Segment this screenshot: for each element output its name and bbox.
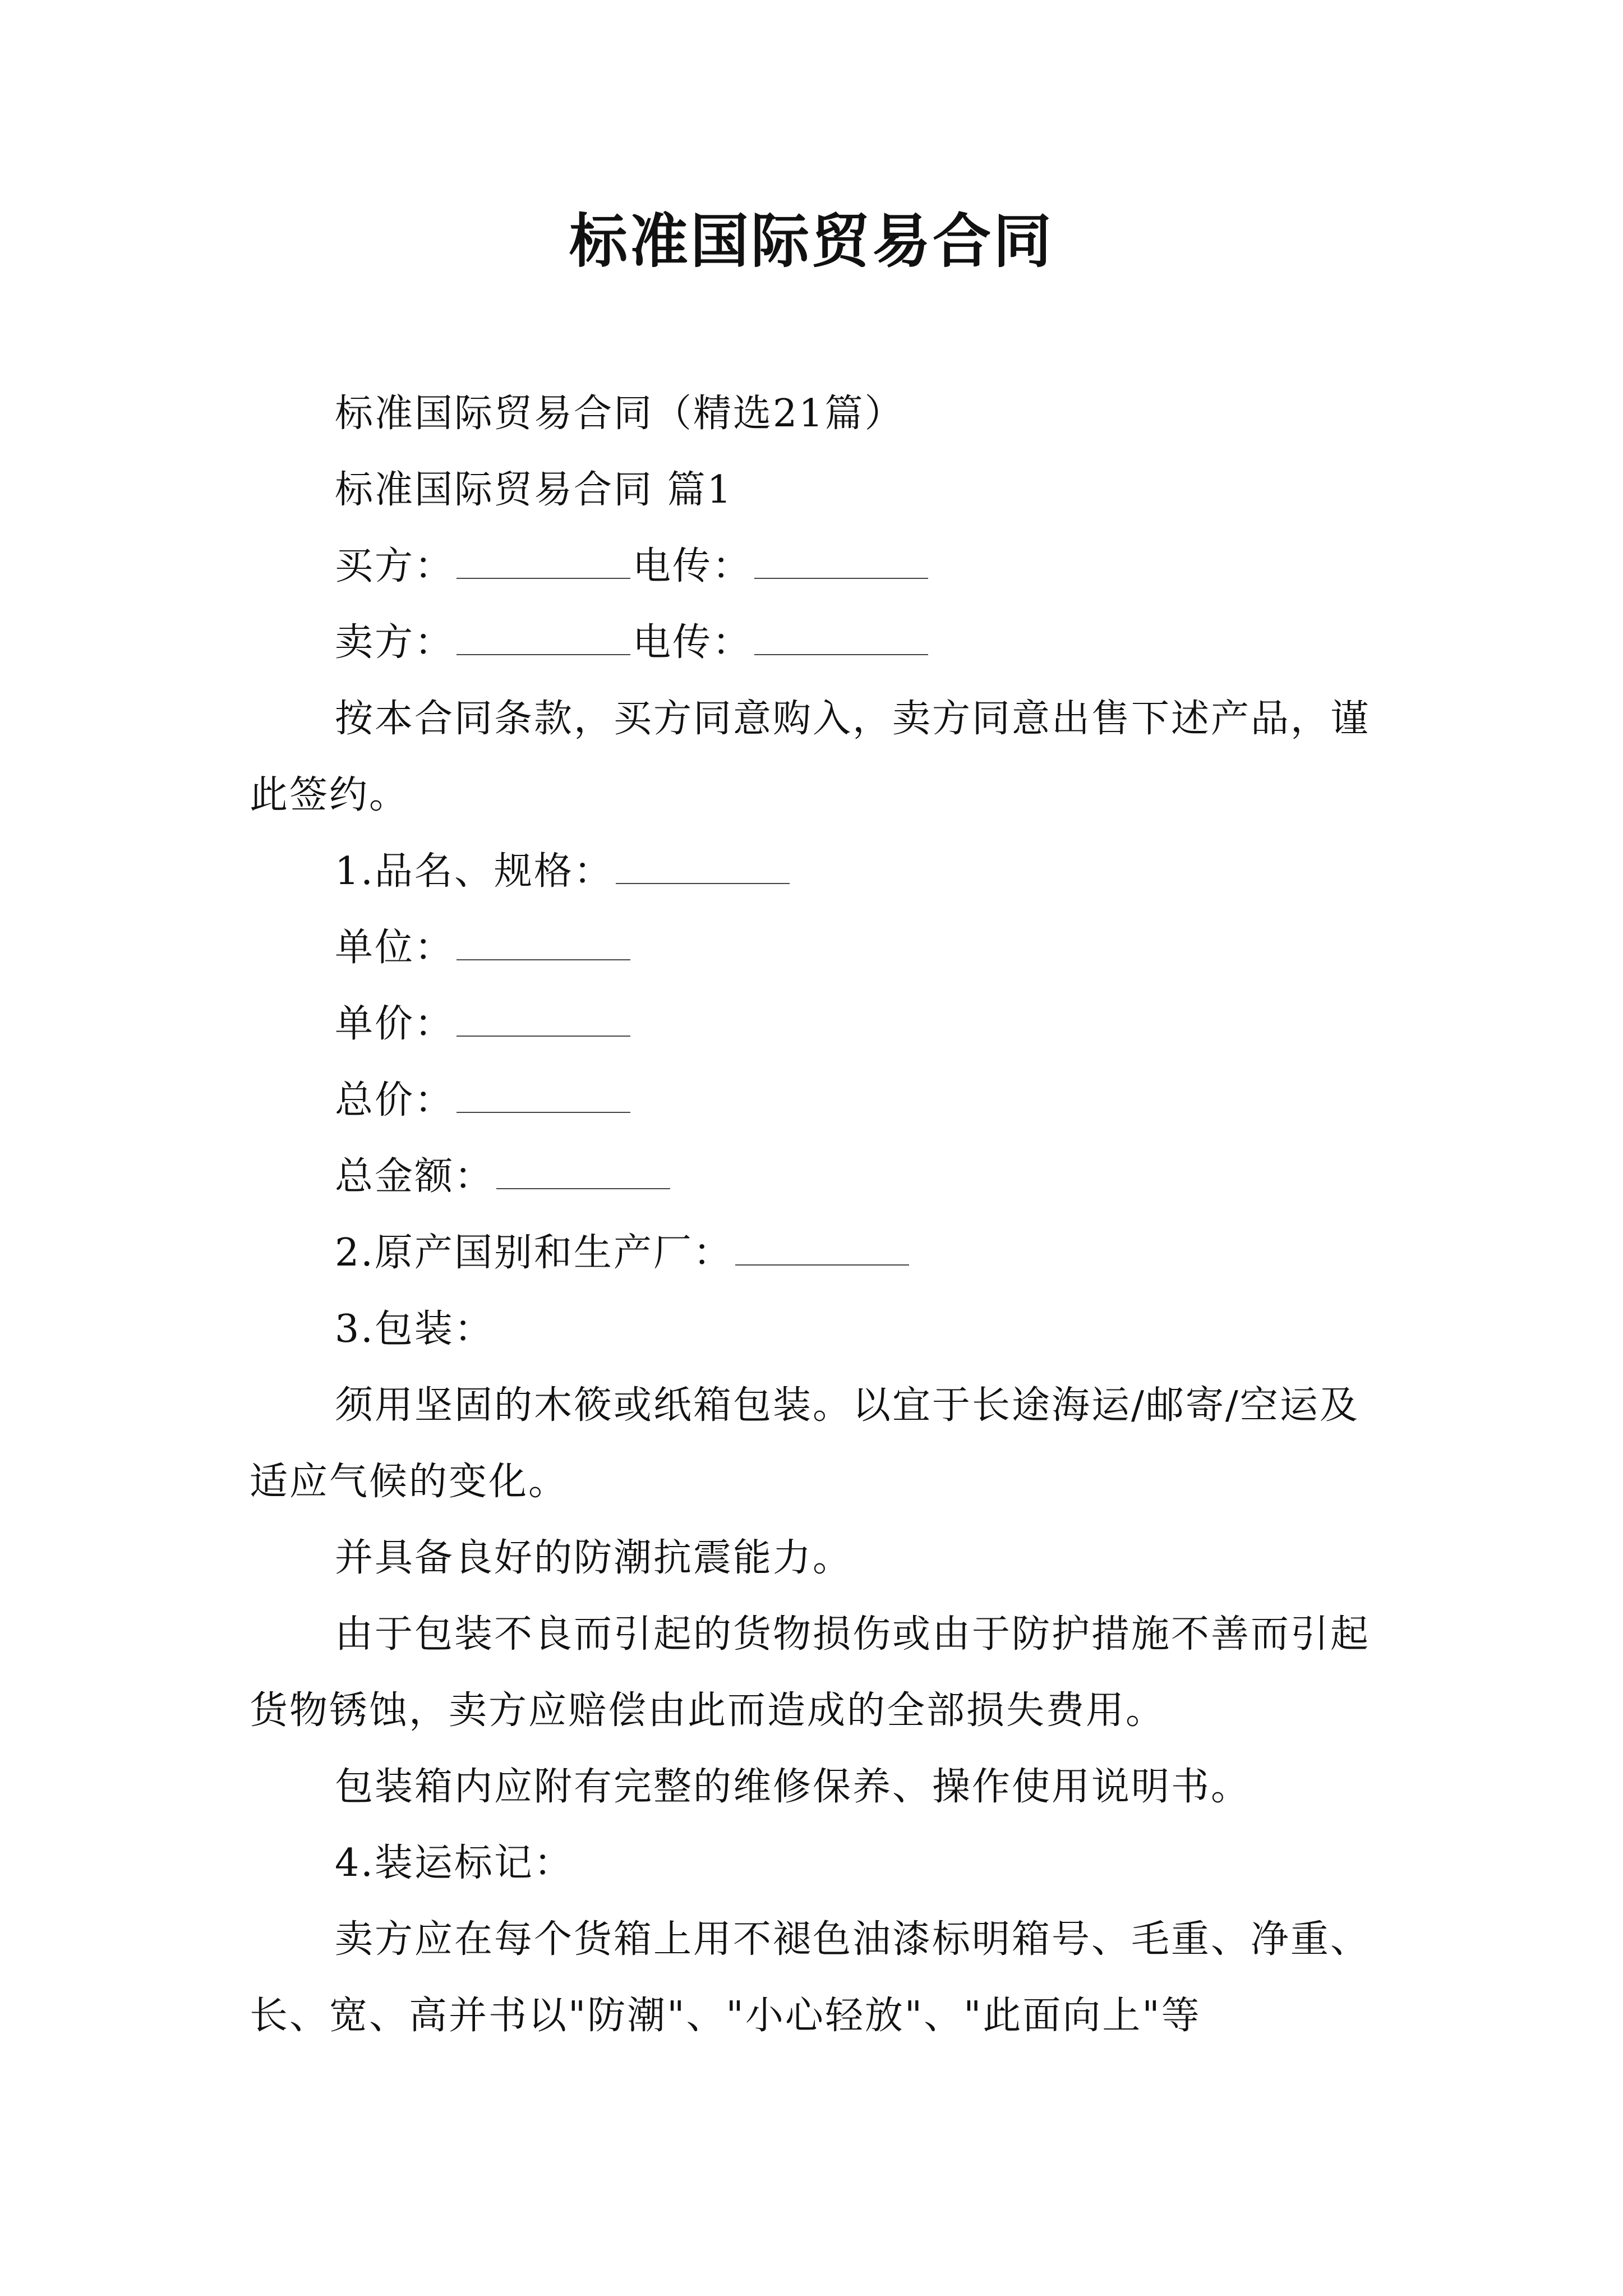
paragraph-text: 按本合同条款，买方同意购入，卖方同意出售下述产品，谨此签约。 (250, 697, 1371, 817)
p-item3 (250, 1291, 1394, 1368)
paragraph-text: 标准国际贸易合同 篇1 (335, 468, 733, 512)
paragraph-text: 并具备良好的防潮抗震能力。 (335, 1536, 853, 1580)
paragraph-text: 卖方： (335, 620, 455, 665)
p-total-price (250, 1062, 1394, 1139)
p-intro (250, 681, 1394, 834)
paragraph-text: 卖方应在每个货箱上用不褪色油漆标明箱号、毛重、净重、长、宽、高并书以"防潮"、"小心轻放"、"此面向上"等 (250, 1917, 1371, 2038)
paragraph-text: 电传： (633, 620, 753, 665)
fill-in-blank (754, 620, 928, 655)
document-title: 标准国际贸易合同 (569, 206, 1054, 275)
paragraph-text: 单价： (335, 1002, 455, 1046)
paragraph-text: 电传： (633, 544, 753, 588)
fill-in-blank (457, 1078, 630, 1113)
fill-in-blank (754, 544, 928, 579)
fill-in-blank (457, 926, 630, 960)
paragraph-text: 总金额： (335, 1154, 495, 1199)
fill-in-blank (496, 1154, 670, 1189)
p-packing-1 (250, 1368, 1394, 1520)
paragraph-text: 包装箱内应附有完整的维修保养、操作使用说明书。 (335, 1765, 1251, 1809)
paragraph-text: 4.装运标记： (335, 1841, 574, 1885)
p-marking (250, 1902, 1394, 2054)
p-packing-2 (250, 1520, 1394, 1596)
p-packing-3 (250, 1596, 1394, 1749)
paragraph-text: 须用坚固的木筱或纸箱包装。以宜于长途海运/邮寄/空运及适应气候的变化。 (250, 1383, 1359, 1504)
fill-in-blank (457, 620, 630, 655)
fill-in-blank (735, 1231, 909, 1266)
paragraph-text: 单位： (335, 926, 455, 970)
p-chapter (250, 452, 1394, 528)
fill-in-blank (457, 1002, 630, 1037)
fill-in-blank (616, 849, 790, 884)
paragraph-text: 总价： (335, 1078, 455, 1122)
p-subtitle (250, 376, 1394, 452)
paragraph-text: 买方： (335, 544, 455, 588)
paragraph-text: 1.品名、规格： (335, 849, 614, 894)
paragraph-text: 标准国际贸易合同（精选21篇） (335, 392, 905, 436)
document-body (250, 376, 1394, 2054)
p-item2 (250, 1215, 1394, 1291)
p-seller (250, 605, 1394, 681)
p-packing-4 (250, 1749, 1394, 1825)
paragraph-text: 3.包装： (335, 1307, 494, 1351)
fill-in-blank (457, 544, 630, 579)
paragraph-text: 2.原产国别和生产厂： (335, 1231, 733, 1275)
paragraph-text: 由于包装不良而引起的货物损伤或由于防护措施不善而引起货物锈蚀，卖方应赔偿由此而造成的全部损失费用。 (250, 1612, 1371, 1733)
p-buyer (250, 528, 1394, 605)
p-unit-price (250, 986, 1394, 1062)
p-item4 (250, 1825, 1394, 1902)
p-item1 (250, 834, 1394, 910)
p-total-amount (250, 1139, 1394, 1215)
p-unit (250, 910, 1394, 986)
